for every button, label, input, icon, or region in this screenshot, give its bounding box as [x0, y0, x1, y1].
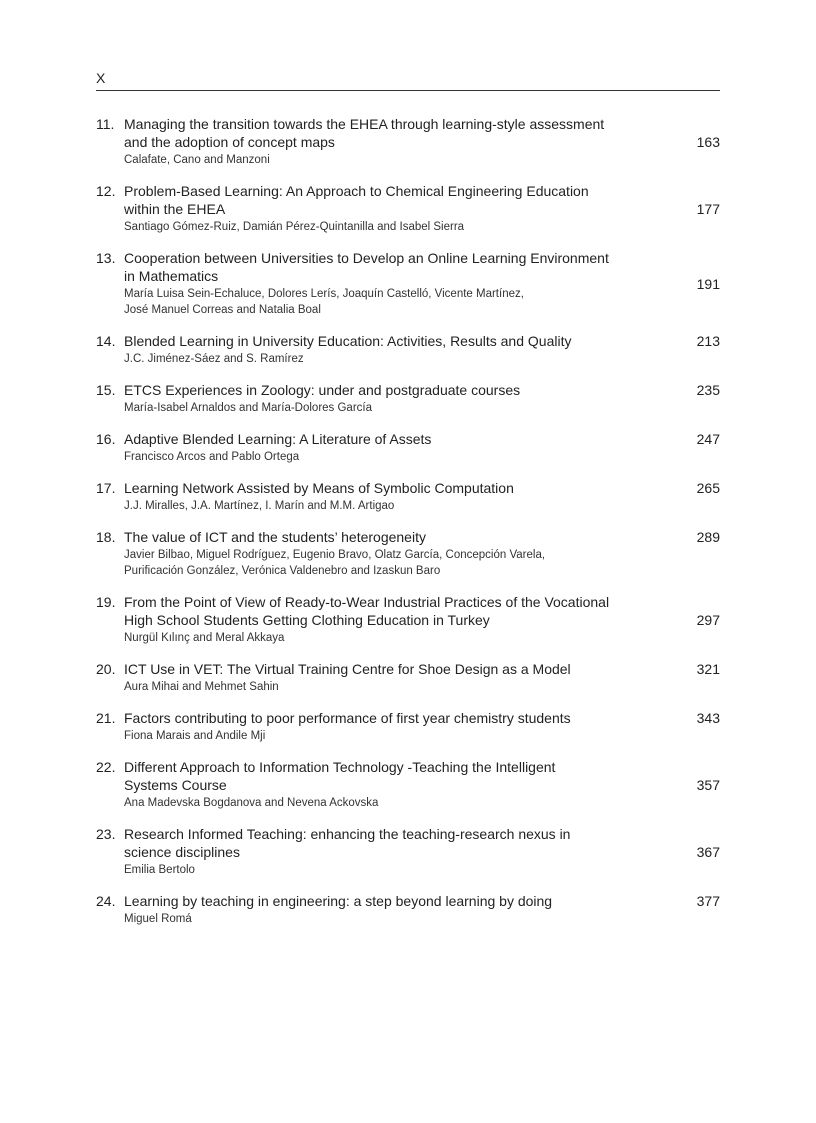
- entry-body: [124, 115, 680, 168]
- chapter-title: From the Point of View of Ready-to-Wear Industrial Practices of the Vocational High School Students Getting Clothing Education in Turkey: [124, 594, 610, 628]
- page-number: 265: [696, 480, 720, 496]
- chapter-title: The value of ICT and the students’ heterogeneity: [124, 529, 426, 545]
- entry-body: [124, 479, 680, 514]
- chapter-number: 15.: [96, 382, 116, 398]
- chapter-authors: Ana Madevska Bogdanova and Nevena Ackovska: [124, 797, 379, 809]
- entry-body: [124, 430, 680, 465]
- chapter-authors: Calafate, Cano and Manzoni: [124, 154, 270, 166]
- chapter-title: Learning Network Assisted by Means of Symbolic Computation: [124, 480, 514, 496]
- chapter-authors: J.J. Miralles, J.A. Martínez, I. Marín and M.M. Artigao: [124, 500, 395, 512]
- chapter-title: Problem-Based Learning: An Approach to Chemical Engineering Education within the EHEA: [124, 183, 589, 217]
- entry-body: [124, 528, 680, 579]
- entry-body: [124, 381, 680, 416]
- entry-body: [124, 332, 680, 367]
- chapter-authors: Fiona Marais and Andile Mji: [124, 730, 266, 742]
- page-number: 377: [696, 893, 720, 909]
- chapter-title: Managing the transition towards the EHEA through learning-style assessment and the adoption of concept maps: [124, 116, 605, 150]
- chapter-title: Cooperation between Universities to Develop an Online Learning Environment in Mathematics: [124, 250, 609, 284]
- page-header: [96, 68, 720, 91]
- chapter-authors: Francisco Arcos and Pablo Ortega: [124, 451, 300, 463]
- chapter-authors: Nurgül Kılınç and Meral Akkaya: [124, 632, 285, 644]
- page-number: 163: [696, 133, 720, 150]
- page-number: 357: [696, 776, 720, 793]
- page-number: 297: [696, 611, 720, 628]
- entry-body: [124, 593, 680, 646]
- chapter-number: 17.: [96, 480, 116, 496]
- chapter-number: 23.: [96, 826, 116, 842]
- toc-entry[interactable]: [96, 593, 720, 646]
- chapter-number: 24.: [96, 893, 116, 909]
- chapter-authors: Miguel Romá: [124, 913, 192, 925]
- chapter-authors: Santiago Gómez-Ruiz, Damián Pérez-Quintanilla and Isabel Sierra: [124, 221, 465, 233]
- page-number: 177: [696, 200, 720, 217]
- page-number-label: X: [96, 70, 106, 86]
- chapter-authors: Aura Mihai and Mehmet Sahin: [124, 681, 279, 693]
- entry-body: [124, 758, 680, 811]
- entry-body: [124, 182, 680, 235]
- toc-entry[interactable]: [96, 825, 720, 878]
- page-number: 367: [696, 843, 720, 860]
- page-number: 321: [696, 661, 720, 677]
- chapter-authors: María Luisa Sein-Echaluce, Dolores Lerís, Joaquín Castelló, Vicente Martínez, José Manuel Correas and Natalia Boal: [124, 288, 524, 316]
- chapter-number: 14.: [96, 333, 116, 349]
- table-of-contents: [96, 115, 720, 927]
- chapter-authors: María-Isabel Arnaldos and María-Dolores García: [124, 402, 372, 414]
- chapter-number: 13.: [96, 250, 116, 266]
- chapter-number: 21.: [96, 710, 116, 726]
- chapter-number: 11.: [96, 116, 115, 132]
- chapter-title: Learning by teaching in engineering: a step beyond learning by doing: [124, 893, 553, 909]
- toc-entry[interactable]: [96, 182, 720, 235]
- entry-body: [124, 249, 680, 318]
- entry-body: [124, 709, 680, 744]
- page-number: 289: [696, 529, 720, 545]
- page-number: 247: [696, 431, 720, 447]
- chapter-number: 18.: [96, 529, 116, 545]
- chapter-number: 22.: [96, 759, 116, 775]
- toc-entry[interactable]: [96, 332, 720, 367]
- page-number: 235: [696, 382, 720, 398]
- chapter-number: 20.: [96, 661, 116, 677]
- toc-entry[interactable]: [96, 660, 720, 695]
- chapter-number: 19.: [96, 594, 116, 610]
- chapter-title: Adaptive Blended Learning: A Literature of Assets: [124, 431, 432, 447]
- toc-entry[interactable]: [96, 709, 720, 744]
- toc-entry[interactable]: [96, 115, 720, 168]
- chapter-title: ETCS Experiences in Zoology: under and postgraduate courses: [124, 382, 521, 398]
- chapter-number: 12.: [96, 183, 116, 199]
- chapter-authors: J.C. Jiménez-Sáez and S. Ramírez: [124, 353, 304, 365]
- chapter-title: Research Informed Teaching: enhancing the teaching-research nexus in science disciplines: [124, 826, 571, 860]
- page-number: 213: [696, 333, 720, 349]
- page-number: 343: [696, 710, 720, 726]
- chapter-title: Blended Learning in University Education: Activities, Results and Quality: [124, 333, 572, 349]
- toc-entry[interactable]: [96, 381, 720, 416]
- toc-entry[interactable]: [96, 249, 720, 318]
- page-number: 191: [696, 275, 720, 292]
- chapter-title: Factors contributing to poor performance of first year chemistry students: [124, 710, 571, 726]
- chapter-authors: Emilia Bertolo: [124, 864, 195, 876]
- toc-page: [96, 68, 720, 941]
- toc-entry[interactable]: [96, 528, 720, 579]
- entry-body: [124, 660, 680, 695]
- entry-body: [124, 892, 680, 927]
- chapter-title: Different Approach to Information Technology -Teaching the Intelligent Systems Course: [124, 759, 556, 793]
- chapter-authors: Javier Bilbao, Miguel Rodríguez, Eugenio Bravo, Olatz García, Concepción Varela, Purificación González, Verónica Valdenebro and Izaskun Baro: [124, 549, 546, 577]
- toc-entry[interactable]: [96, 479, 720, 514]
- toc-entry[interactable]: [96, 758, 720, 811]
- chapter-number: 16.: [96, 431, 116, 447]
- toc-entry[interactable]: [96, 892, 720, 927]
- toc-entry[interactable]: [96, 430, 720, 465]
- chapter-title: ICT Use in VET: The Virtual Training Centre for Shoe Design as a Model: [124, 661, 571, 677]
- entry-body: [124, 825, 680, 878]
